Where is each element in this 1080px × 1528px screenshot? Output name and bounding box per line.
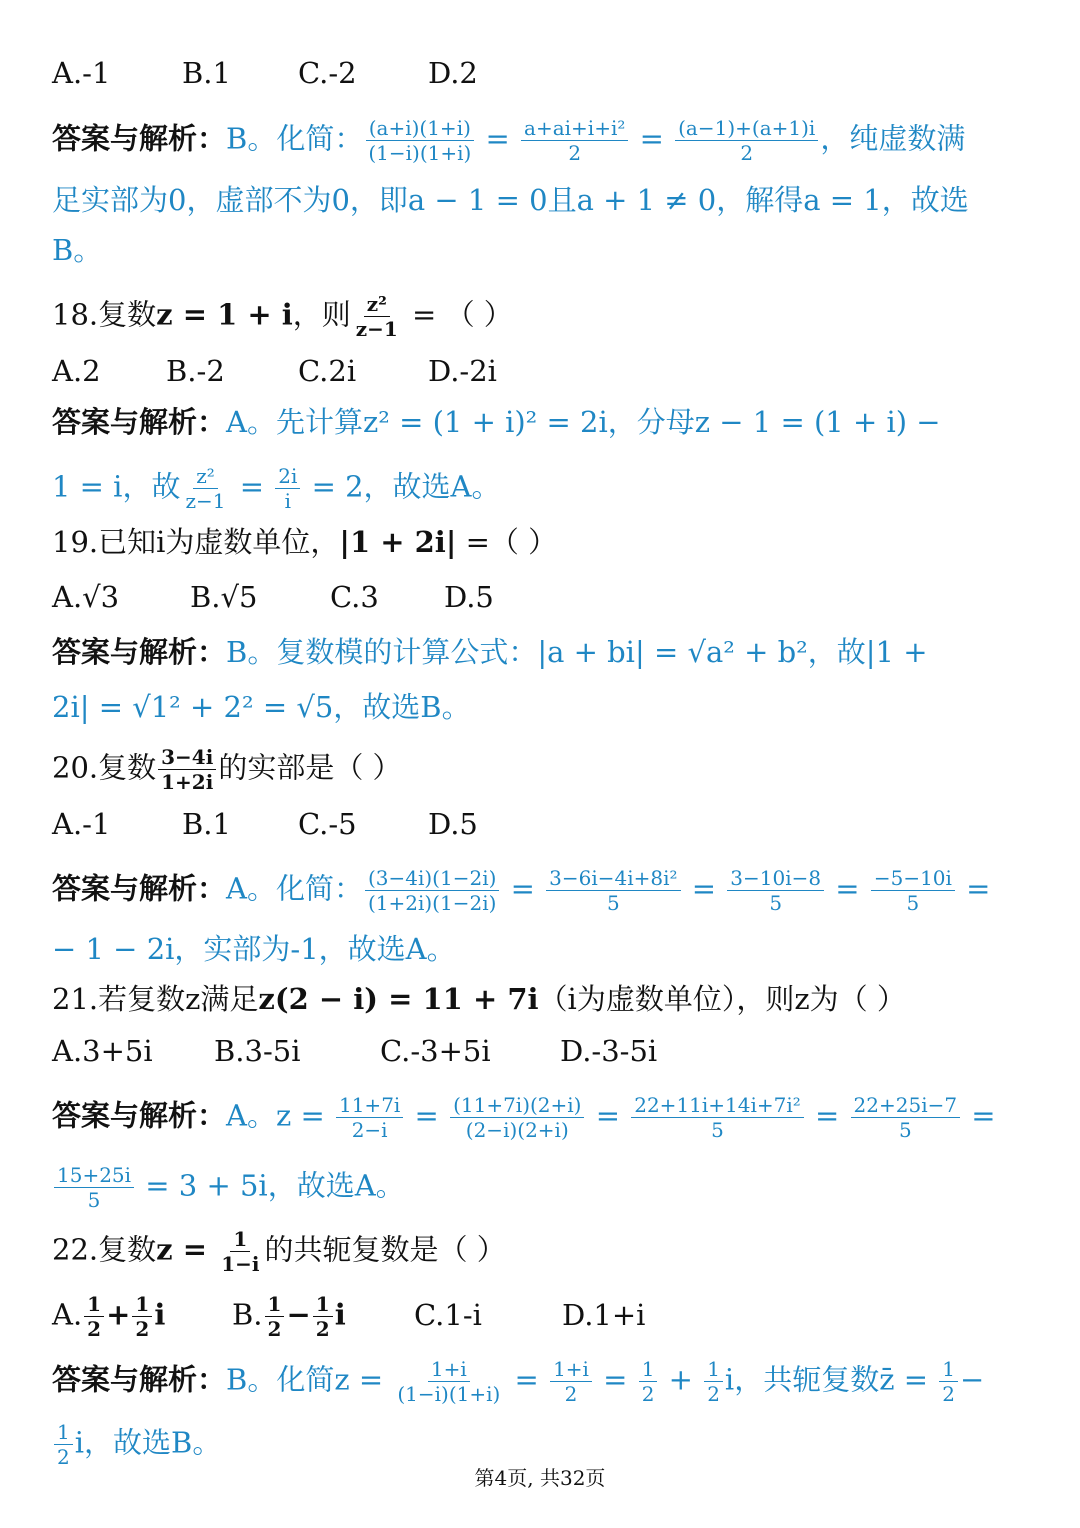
answer-label: 答案与解析： bbox=[52, 121, 227, 156]
denominator: 2 bbox=[942, 1382, 955, 1406]
q18-equation: z = 1 + i bbox=[156, 297, 293, 332]
imaginary-unit: i bbox=[154, 1297, 166, 1332]
denominator: 2 bbox=[135, 1317, 150, 1341]
q22-text: 的共轭复数是（ ） bbox=[264, 1232, 506, 1267]
q17-answer-line-3: B。 bbox=[52, 233, 103, 267]
q22-answer-text: i，故选B。 bbox=[74, 1425, 222, 1460]
denominator: 2 bbox=[267, 1317, 282, 1341]
q20-fraction bbox=[158, 745, 216, 794]
q21-answer-text: A。z = bbox=[226, 1098, 325, 1133]
q22-stem bbox=[52, 1227, 1030, 1276]
q18-answer-fraction-1 bbox=[182, 464, 228, 513]
q22-answer-text: i，共轭复数z̄ = bbox=[724, 1362, 928, 1397]
denominator: (1+2i)(1−2i) bbox=[367, 891, 497, 915]
q20-answer-fraction-2 bbox=[546, 866, 680, 915]
q18-options bbox=[52, 351, 1030, 391]
numerator: a+ai+i+i² bbox=[521, 116, 628, 141]
page-footer: 第4页, 共32页 bbox=[474, 1466, 606, 1490]
denominator: (2−i)(2+i) bbox=[465, 1118, 569, 1142]
q19-expression: |1 + 2i| bbox=[339, 525, 457, 559]
q21-answer-line-1: 答案与解析：A。z = $\frac{11+7i}{2-i}$ = $\frac{(11+7i)(2+i)}{(2-i)(2+i)}$ = $\frac{\text{22+11i+14i+7i²}}{5}$ = $\frac{22+25i-7}{5}$ = bbox=[52, 1093, 996, 1142]
numerator: (3−4i)(1−2i) bbox=[365, 866, 499, 891]
numerator: 1 bbox=[132, 1292, 152, 1317]
q19-text: =（ ） bbox=[456, 525, 558, 559]
q17-answer-line-2: 足实部为0，虚部不为0，即a − 1 = 0且a + 1 ≠ 0，解得a = 1，故选 bbox=[52, 183, 969, 217]
q17-answer-text: ，纯虚数满 bbox=[820, 121, 966, 156]
q21-answer-fraction-3 bbox=[631, 1093, 804, 1142]
q18-number: 18.复数 bbox=[52, 297, 157, 332]
q20-answer-text: A。化简： bbox=[226, 871, 363, 906]
answer-label: 答案与解析： bbox=[52, 635, 227, 669]
answer-label: 答案与解析： bbox=[52, 405, 227, 439]
q20-answer-fraction-4 bbox=[871, 866, 955, 915]
q21-answer-fraction-2 bbox=[450, 1093, 584, 1142]
q17-fraction-3 bbox=[675, 116, 818, 165]
q22-answer-fraction-1 bbox=[394, 1357, 503, 1406]
q19-option-d: D.5 bbox=[444, 580, 494, 614]
denominator: z−1 bbox=[185, 489, 226, 513]
q22-answer-fraction-2 bbox=[550, 1357, 592, 1406]
numerator: −5−10i bbox=[871, 866, 955, 891]
half-fraction bbox=[639, 1357, 658, 1406]
numerator: 3−10i−8 bbox=[727, 866, 824, 891]
q18-text: = （ ） bbox=[402, 297, 513, 332]
denominator: (1−i)(1+i) bbox=[397, 1382, 501, 1406]
q20-option-a: A.-1 bbox=[52, 807, 111, 841]
answer-label: 答案与解析： bbox=[52, 871, 227, 906]
q19-option-a: A.√3 bbox=[52, 580, 120, 614]
q22-option-c: C.1-i bbox=[414, 1297, 482, 1332]
q19-option-c: C.3 bbox=[330, 580, 379, 614]
q20-answer-line-1: 答案与解析：A。化简： $\frac{(3-4i)(1-2i)}{(1+2i)(1-2i)}$ = $\frac{\text{3−6i−4i+8i²}}{5}$ = $\frac{3-10i-8}{5}$ = $\frac{-5-10i}{5}$ = bbox=[52, 866, 991, 915]
numerator: 1+i bbox=[550, 1357, 592, 1382]
q20-option-b: B.1 bbox=[182, 807, 231, 841]
q21-options bbox=[52, 1031, 1030, 1071]
q21-answer-text: = 3 + 5i，故选A。 bbox=[136, 1168, 405, 1203]
q17-option-b: B.1 bbox=[182, 56, 231, 90]
q20-options bbox=[52, 804, 1030, 844]
denominator: 2 bbox=[87, 1317, 102, 1341]
q18-option-a: A.2 bbox=[52, 354, 101, 388]
equals: = bbox=[639, 121, 664, 156]
denominator: 2 bbox=[564, 1382, 578, 1406]
q18-answer-line-1 bbox=[52, 402, 1030, 442]
numerator: (a−1)+(a+1)i bbox=[675, 116, 818, 141]
numerator: 1+i bbox=[428, 1357, 470, 1382]
q19-answer-line-2: 2i| = √1² + 2² = √5，故选B。 bbox=[52, 690, 471, 724]
half-fraction bbox=[132, 1292, 152, 1341]
q17-options bbox=[52, 53, 1030, 93]
q18-answer-fraction-2 bbox=[275, 464, 300, 513]
denominator: 5 bbox=[898, 1118, 912, 1142]
q17-fraction-1 bbox=[365, 116, 474, 165]
q20-text: 20.复数 bbox=[52, 750, 157, 785]
q17-option-c: C.-2 bbox=[298, 56, 357, 90]
q19-options bbox=[52, 577, 1030, 617]
q22-option-b bbox=[232, 1292, 414, 1341]
numerator: 1 bbox=[313, 1292, 333, 1317]
q18-option-c: C.2i bbox=[298, 354, 357, 388]
q18-stem bbox=[52, 292, 1030, 341]
q18-option-b: B.-2 bbox=[166, 354, 225, 388]
numerator: 22+25i−7 bbox=[851, 1093, 961, 1118]
numerator: 3−6i−4i+8i² bbox=[546, 866, 680, 891]
q21-stem bbox=[52, 979, 1030, 1019]
numerator: 3−4i bbox=[158, 745, 216, 770]
q22-text: 22.复数 bbox=[52, 1232, 157, 1267]
q21-option-d: D.-3-5i bbox=[560, 1034, 658, 1068]
denominator: 2 bbox=[641, 1382, 655, 1406]
q17-answer-text: B。化简： bbox=[226, 121, 364, 156]
plus-sign: + bbox=[106, 1297, 131, 1332]
denominator: 2 bbox=[568, 141, 582, 165]
denominator: 2−i bbox=[351, 1118, 388, 1142]
q17-answer-line-1 bbox=[52, 116, 1030, 165]
q21-answer-fraction-4 bbox=[851, 1093, 961, 1142]
q20-answer-line-2: − 1 − 2i，实部为-1，故选A。 bbox=[52, 932, 456, 966]
q22-option-d: D.1+i bbox=[562, 1297, 646, 1332]
q21-option-b: B.3-5i bbox=[214, 1034, 301, 1068]
minus-sign: − bbox=[959, 1362, 985, 1397]
q19-stem bbox=[52, 522, 1030, 562]
q20-stem bbox=[52, 745, 1030, 794]
numerator: 1 bbox=[84, 1292, 104, 1317]
q22-answer-text: B。化简z = bbox=[226, 1362, 384, 1397]
numerator: 11+7i bbox=[336, 1093, 403, 1118]
q19-text: 19.已知i为虚数单位， bbox=[52, 525, 340, 559]
q19-answer-text: B。复数模的计算公式：|a + bi| = √a² + b²，故|1 + bbox=[226, 635, 928, 669]
q21-answer-fraction-5 bbox=[54, 1163, 134, 1212]
q20-text: 的实部是（ ） bbox=[218, 750, 402, 785]
option-letter: A. bbox=[52, 1297, 83, 1332]
q17-option-d: D.2 bbox=[428, 56, 478, 90]
denominator: 2 bbox=[315, 1317, 330, 1341]
answer-label: 答案与解析： bbox=[52, 1362, 227, 1397]
q21-answer-line-2 bbox=[52, 1163, 1030, 1212]
q22-answer-line-1: 答案与解析：B。化简z = $\frac{1+i}{(1-i)(1+i)}$ = $\frac{1+i}{2}$ = $\frac{1}{2}$ + $\frac{1}{2}$ i，共轭复数z̄ = $\frac{1}{2}$ − bbox=[52, 1357, 985, 1406]
numerator: 1 bbox=[54, 1420, 73, 1445]
q21-equation: z(2 − i) = 11 + 7i bbox=[258, 982, 539, 1016]
q21-option-a: A.3+5i bbox=[52, 1034, 153, 1068]
numerator: 1 bbox=[230, 1227, 250, 1252]
minus-sign: − bbox=[286, 1297, 311, 1332]
denominator: 5 bbox=[711, 1118, 724, 1142]
denominator: i bbox=[284, 489, 292, 513]
q21-answer-fraction-1 bbox=[336, 1093, 403, 1142]
half-fraction bbox=[265, 1292, 285, 1341]
numerator: 15+25i bbox=[54, 1163, 134, 1188]
q21-option-c: C.-3+5i bbox=[380, 1034, 491, 1068]
q21-text: （i为虚数单位），则z为（ ） bbox=[538, 982, 906, 1016]
denominator: 5 bbox=[606, 891, 620, 915]
denominator: (1−i)(1+i) bbox=[368, 141, 472, 165]
denominator: 2 bbox=[740, 141, 754, 165]
q22-option-a bbox=[52, 1292, 232, 1341]
half-fraction bbox=[84, 1292, 104, 1341]
numerator: (11+7i)(2+i) bbox=[450, 1093, 584, 1118]
q18-answer-line-2: 1 = i，故 $\frac{\text{z²}}{z-1}$ = $\frac{2i}{i}$ = 2，故选A。 bbox=[52, 464, 501, 513]
q22-fraction bbox=[218, 1227, 262, 1276]
q17-fraction-2 bbox=[521, 116, 628, 165]
q18-answer-text: A。先计算z² = (1 + i)² = 2i，分母z − 1 = (1 + i) − bbox=[226, 405, 941, 439]
denominator: 1+2i bbox=[161, 770, 214, 794]
q20-option-d: D.5 bbox=[428, 807, 478, 841]
q18-option-d: D.-2i bbox=[428, 354, 497, 388]
denominator: 5 bbox=[87, 1188, 101, 1212]
numerator: z² bbox=[364, 292, 390, 317]
numerator: (a+i)(1+i) bbox=[366, 116, 474, 141]
half-fraction bbox=[704, 1357, 723, 1406]
q19-option-b: B.√5 bbox=[190, 580, 258, 614]
q20-answer-fraction-1 bbox=[365, 866, 499, 915]
imaginary-unit: i bbox=[334, 1297, 346, 1332]
q22-equation: z = bbox=[156, 1232, 207, 1267]
q20-answer-fraction-3 bbox=[727, 866, 824, 915]
q19-answer-line-1 bbox=[52, 632, 1030, 672]
answer-label: 答案与解析： bbox=[52, 1098, 227, 1133]
denominator: 2 bbox=[707, 1382, 720, 1406]
q20-option-c: C.-5 bbox=[298, 807, 357, 841]
q17-option-a: A.-1 bbox=[52, 56, 111, 90]
denominator: 5 bbox=[769, 891, 783, 915]
denominator: 1−i bbox=[221, 1252, 260, 1276]
half-fraction bbox=[939, 1357, 958, 1406]
numerator: 2i bbox=[275, 464, 300, 489]
q18-answer-text: = 2，故选A。 bbox=[302, 469, 501, 504]
q21-text: 21.若复数z满足 bbox=[52, 982, 259, 1016]
option-letter: B. bbox=[232, 1297, 263, 1332]
numerator: z² bbox=[193, 464, 218, 489]
half-fraction bbox=[313, 1292, 333, 1341]
numerator: 1 bbox=[939, 1357, 958, 1382]
numerator: 1 bbox=[704, 1357, 723, 1382]
numerator: 22+11i+14i+7i² bbox=[631, 1093, 804, 1118]
q18-text: ，则 bbox=[292, 297, 351, 332]
denominator: z−1 bbox=[355, 317, 398, 341]
q18-fraction bbox=[353, 292, 401, 341]
q22-options bbox=[52, 1292, 1030, 1341]
numerator: 1 bbox=[265, 1292, 285, 1317]
equals: = bbox=[485, 121, 510, 156]
numerator: 1 bbox=[639, 1357, 658, 1382]
denominator: 2 bbox=[57, 1445, 70, 1469]
denominator: 5 bbox=[906, 891, 920, 915]
q18-answer-text: 1 = i，故 bbox=[52, 469, 181, 504]
